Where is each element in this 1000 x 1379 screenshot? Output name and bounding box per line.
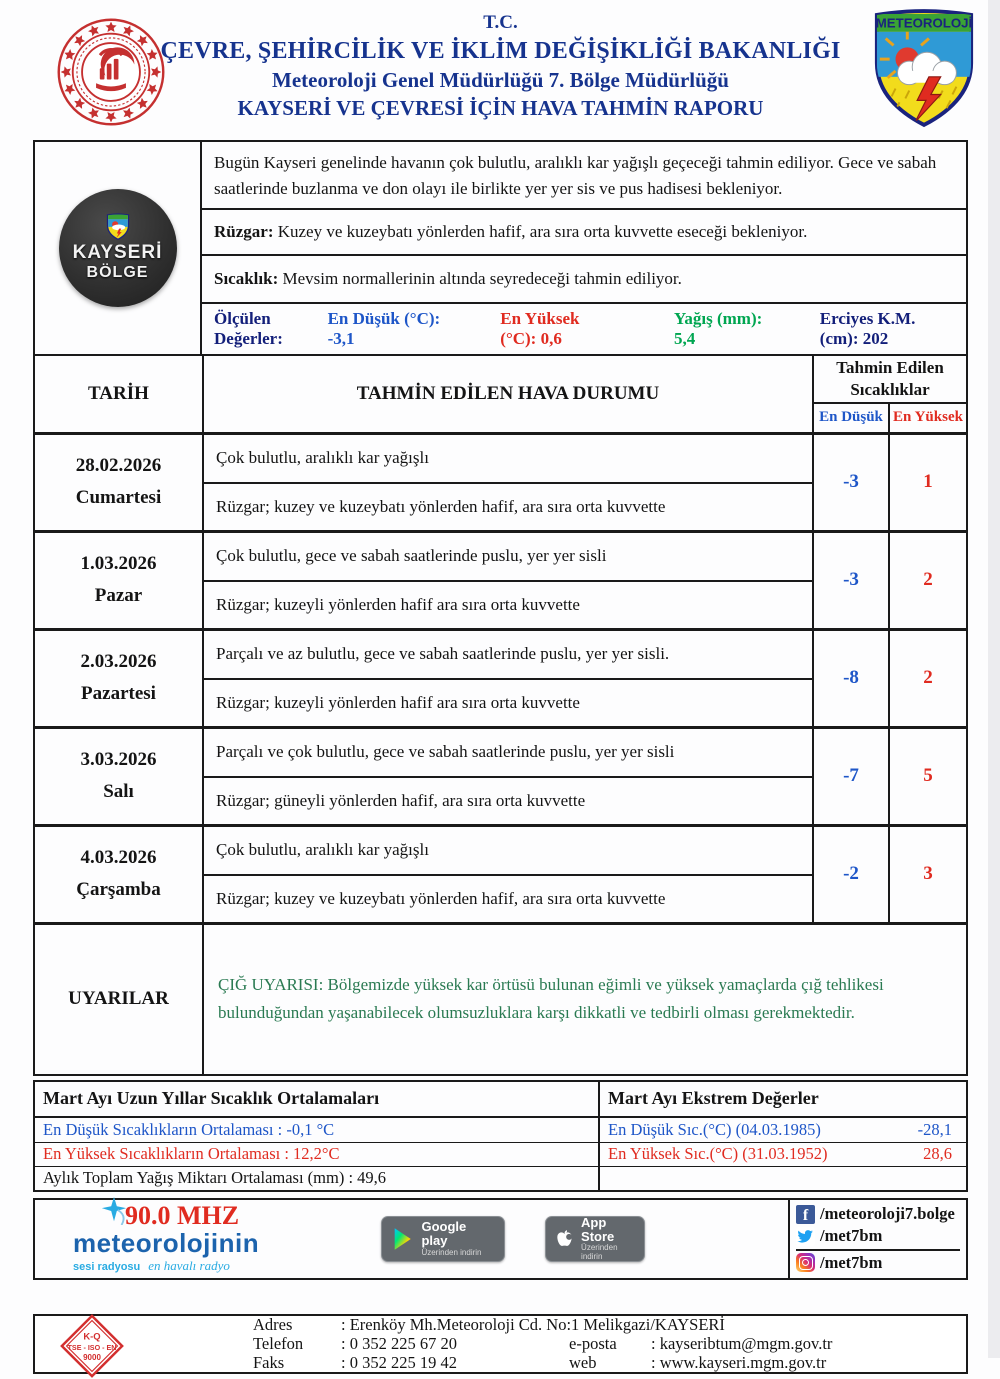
row-wind: Rüzgar; kuzeyli yönlerden hafif ara sıra orta kuvvette — [202, 678, 812, 726]
google-play-sub: Üzerinden indirin — [421, 1247, 482, 1257]
col-header-temps-line2: Sıcaklıklar — [850, 379, 930, 399]
tse-iso-certificate-icon — [59, 1313, 125, 1379]
report-header — [33, 0, 973, 140]
row-max-temp: 2 — [888, 533, 966, 628]
web-value: : www.kayseri.mgm.gov.tr — [651, 1353, 827, 1373]
extreme-max-row — [600, 1142, 966, 1166]
row-wind: Rüzgar; kuzey ve kuzeybatı yönlerden hafif, ara sıra orta kuvvette — [202, 874, 812, 922]
day-name: Cumartesi — [75, 487, 162, 509]
twitter-icon — [796, 1227, 815, 1246]
weather-report-document — [33, 0, 973, 1374]
row-date — [35, 827, 202, 922]
march-extremes-title: Mart Ayı Ekstrem Değerler — [600, 1082, 966, 1118]
measured-max: En Yüksek (°C): 0,6 — [500, 308, 580, 348]
day-name: Salı — [103, 781, 134, 803]
row-min-temp: -7 — [812, 729, 888, 824]
adres-label: Adres — [253, 1315, 293, 1335]
shield-label-text: METEOROLOJİ — [875, 15, 973, 31]
cert-line3: 9000 — [83, 1352, 101, 1362]
extreme-min-row — [600, 1118, 966, 1142]
march-extremes-table — [600, 1080, 968, 1192]
kayseri-bolge-badge — [59, 189, 177, 307]
date-value: 2.03.2026 — [80, 650, 157, 672]
row-min-temp: -2 — [812, 827, 888, 922]
contact-grid — [253, 1315, 832, 1372]
row-wind: Rüzgar; kuzey ve kuzeybatı yönlerden hafif, ara sıra orta kuvvette — [202, 482, 812, 530]
header-report-title: KAYSERİ VE ÇEVRESİ İÇİN HAVA TAHMİN RAPORU — [237, 96, 764, 120]
extreme-min-value: -28,1 — [917, 1119, 952, 1139]
radio-star-icon — [99, 1195, 129, 1225]
table-row — [35, 432, 966, 530]
day-name: Pazar — [94, 585, 143, 607]
apple-icon — [556, 1227, 573, 1251]
measured-erciyes: Erciyes K.M. (cm): 202 — [819, 308, 916, 348]
meteoroloji-shield-icon — [870, 6, 978, 128]
faks-value: : 0 352 225 19 42 — [341, 1353, 457, 1373]
google-play-badge — [381, 1216, 505, 1262]
extreme-max-value: 28,6 — [923, 1144, 952, 1164]
row-min-temp: -3 — [812, 435, 888, 530]
contact-box — [33, 1314, 968, 1374]
instagram-icon — [796, 1253, 815, 1272]
row-max-temp: 1 — [888, 435, 966, 530]
footer-strip — [33, 1198, 968, 1280]
extreme-max-label: En Yüksek Sıc.(°C) (31.03.1952) — [608, 1144, 828, 1164]
facebook-handle: /meteoroloji7.bolge — [820, 1204, 955, 1224]
row-weather: Çok bulutlu, aralıklı kar yağışlı — [202, 435, 812, 482]
col-header-weather: TAHMİN EDİLEN HAVA DURUMU — [202, 356, 812, 432]
radio-tagline: en havalı radyo — [148, 1258, 230, 1274]
avg-max-row: En Yüksek Sıcaklıkların Ortalaması : 12,2°C — [35, 1142, 598, 1166]
avg-precip-row: Aylık Toplam Yağış Miktarı Ortalaması (mm) : 49,6 — [35, 1166, 598, 1190]
row-min-temp: -8 — [812, 631, 888, 726]
region-badge-cell — [35, 142, 202, 354]
avg-min-row: En Düşük Sıcaklıkların Ortalaması : -0,1 °C — [43, 1119, 335, 1139]
ministry-seal-icon — [55, 16, 167, 128]
adres-value: : Erenköy Mh.Meteoroloji Cd. No:1 Melikgazi/KAYSERİ — [341, 1315, 725, 1335]
faks-label: Faks — [253, 1353, 285, 1373]
region-badge-line2: BÖLGE — [86, 264, 149, 282]
google-play-label: Google play — [421, 1218, 467, 1249]
row-date — [35, 435, 202, 530]
col-header-date: TARİH — [88, 382, 149, 404]
day-name: Pazartesi — [81, 683, 156, 705]
measured-label: Ölçülen Değerler: — [214, 308, 283, 348]
march-averages-title: Mart Ayı Uzun Yıllar Sıcaklık Ortalamaları — [35, 1082, 598, 1118]
today-wind-row — [202, 208, 966, 254]
web-label: web — [569, 1353, 597, 1373]
wind-text: Kuzey ve kuzeybatı yönlerden hafif, ara sıra orta kuvvette eseceği bekleniyor. — [273, 221, 808, 241]
row-wind: Rüzgar; kuzeyli yönlerden hafif ara sıra orta kuvvette — [202, 580, 812, 628]
col-header-min: En Düşük — [812, 404, 888, 432]
table-row — [35, 530, 966, 628]
avalanche-warning-text: ÇIĞ UYARISI: Bölgemizde yüksek kar örtüsü bulunan eğimli ve yüksek yamaçlarda çığ tehlikesi bulunduğundan yaşanabilecek olumsuzluklara karşı dikkatli ve tedbirli olması gerekmektedir. — [202, 925, 966, 1074]
table-row — [35, 726, 966, 824]
col-header-temps — [812, 356, 966, 404]
date-value: 28.02.2026 — [75, 454, 162, 476]
mini-shield-icon — [106, 213, 130, 240]
twitter-row — [796, 1226, 960, 1251]
day-name: Çarşamba — [76, 879, 161, 901]
instagram-handle: /met7bm — [820, 1252, 883, 1272]
date-value: 4.03.2026 — [80, 846, 157, 868]
table-row — [35, 824, 966, 922]
google-play-icon — [392, 1227, 413, 1251]
row-weather: Parçalı ve az bulutlu, gece ve sabah saatlerinde puslu, yer yer sisli. — [202, 631, 812, 678]
social-links-panel — [788, 1200, 966, 1278]
temp-text: Mevsim normallerinin altında seyredeceği tahmin ediliyor. — [278, 268, 682, 288]
instagram-row — [796, 1253, 960, 1273]
forecast-main-table — [33, 140, 968, 1076]
col-header-temps-line1: Tahmin Edilen — [836, 358, 944, 378]
region-badge-line1: KAYSERİ — [72, 242, 163, 264]
row-date — [35, 631, 202, 726]
row-wind: Rüzgar; güneyli yönlerden hafif, ara sıra orta kuvvette — [202, 776, 812, 824]
row-weather: Çok bulutlu, gece ve sabah saatlerinde puslu, yer yer sisli — [202, 533, 812, 580]
telefon-value: : 0 352 225 67 20 — [341, 1334, 457, 1354]
extreme-empty-row — [600, 1166, 966, 1190]
col-header-max: En Yüksek — [888, 404, 966, 432]
row-min-temp: -3 — [812, 533, 888, 628]
cert-line2: TSE - ISO - EN — [67, 1343, 117, 1352]
facebook-row — [796, 1204, 960, 1224]
eposta-value: : kayseribtum@mgm.gov.tr — [651, 1334, 833, 1354]
date-value: 1.03.2026 — [80, 552, 157, 574]
row-weather: Çok bulutlu, aralıklı kar yağışlı — [202, 827, 812, 874]
header-directorate: Meteoroloji Genel Müdürlüğü 7. Bölge Müdürlüğü — [272, 68, 729, 92]
date-value: 3.03.2026 — [80, 748, 157, 770]
today-forecast-text: Bugün Kayseri genelinde havanın çok bulutlu, aralıklı kar yağışlı geçeceği tahmin ediliyor. Gece ve sabah saatlerinde buzlanma ve don olayı ile birlikte yer yer sis ve pus hadisesi bekleniyor. — [214, 153, 937, 199]
forecast-table-header — [35, 354, 966, 432]
cert-line1: K-Q — [83, 1330, 101, 1342]
extreme-min-label: En Düşük Sıc.(°C) (04.03.1985) — [608, 1119, 821, 1139]
radio-logo — [73, 1203, 323, 1274]
today-temp-row — [202, 254, 966, 302]
app-badges — [381, 1216, 645, 1262]
march-statistics — [33, 1080, 968, 1192]
measured-precip: Yağış (mm): 5,4 — [674, 308, 763, 348]
wind-label: Rüzgar: — [214, 221, 274, 241]
app-store-badge — [545, 1216, 645, 1262]
temp-label: Sıcaklık: — [214, 268, 279, 288]
row-max-temp: 2 — [888, 631, 966, 726]
today-summary-section — [35, 142, 966, 354]
warnings-label: UYARILAR — [68, 988, 169, 1010]
header-ministry: ÇEVRE, ŞEHİRCİLİK VE İKLİM DEĞİŞİKLİĞİ BAKANLIĞI — [160, 38, 841, 64]
row-date — [35, 729, 202, 824]
eposta-label: e-posta — [569, 1334, 617, 1354]
row-weather: Parçalı ve çok bulutlu, gece ve sabah saatlerinde puslu, yer yer sisli — [202, 729, 812, 776]
facebook-icon: f — [796, 1205, 815, 1224]
march-averages-table — [33, 1080, 600, 1192]
radio-name: meteorolojinin — [73, 1228, 260, 1259]
photo-edge — [988, 0, 1000, 1358]
row-max-temp: 3 — [888, 827, 966, 922]
header-tc: T.C. — [483, 12, 518, 33]
app-store-sub: Üzerinden indirin — [581, 1243, 618, 1261]
warnings-row — [35, 922, 966, 1074]
measured-min: En Düşük (°C): -3,1 — [327, 308, 441, 348]
telefon-label: Telefon — [253, 1334, 304, 1354]
radio-frequency: 90.0 MHZ — [125, 1201, 240, 1231]
table-row — [35, 628, 966, 726]
twitter-handle: /met7bm — [820, 1226, 883, 1246]
row-date — [35, 533, 202, 628]
measured-values-row — [202, 302, 966, 354]
row-max-temp: 5 — [888, 729, 966, 824]
app-store-label: App Store — [581, 1214, 615, 1244]
radio-subtitle: sesi radyosu — [73, 1261, 141, 1274]
